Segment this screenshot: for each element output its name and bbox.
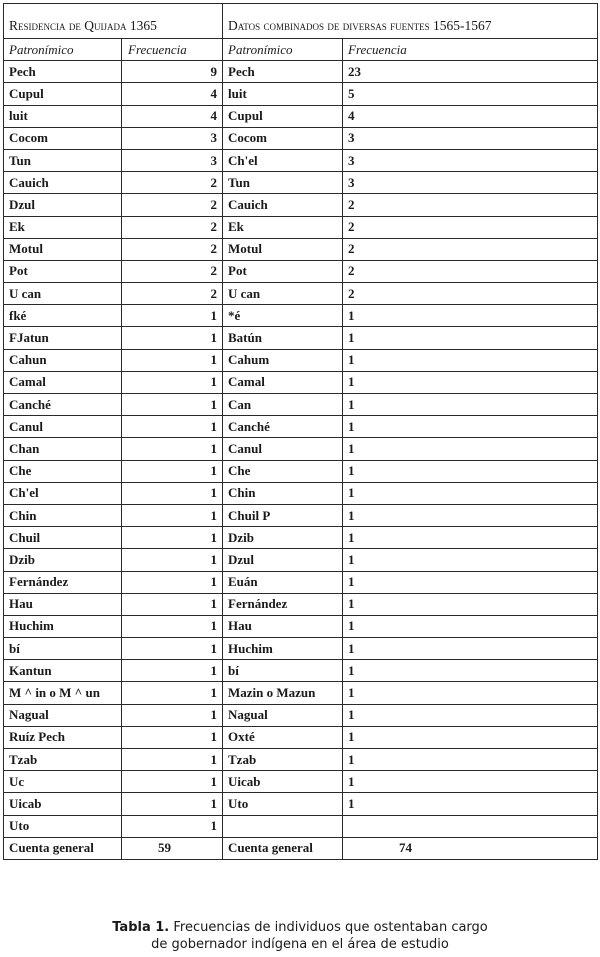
- left-patronimico: Tun: [4, 149, 122, 171]
- right-patronimico: Nagual: [223, 704, 343, 726]
- right-frecuencia: 2: [343, 216, 598, 238]
- right-frecuencia: 1: [343, 371, 598, 393]
- right-frecuencia: 1: [343, 793, 598, 815]
- table-row: [4, 615, 598, 637]
- left-frecuencia: 1: [122, 549, 223, 571]
- left-frecuencia: 1: [122, 571, 223, 593]
- left-frecuencia: 1: [122, 615, 223, 637]
- title-row: [4, 4, 598, 39]
- left-frecuencia: 1: [122, 793, 223, 815]
- total-row: [4, 837, 598, 859]
- left-patronimico: Canul: [4, 416, 122, 438]
- left-frecuencia: 3: [122, 127, 223, 149]
- table-row: [4, 194, 598, 216]
- right-frecuencia: 1: [343, 460, 598, 482]
- left-frecuencia: 1: [122, 771, 223, 793]
- caption-label: Tabla 1.: [112, 920, 170, 935]
- table-row: [4, 726, 598, 748]
- right-patronimico: Canché: [223, 416, 343, 438]
- left-frecuencia: 1: [122, 682, 223, 704]
- table-caption: [0, 919, 600, 953]
- right-frecuencia: 23: [343, 61, 598, 83]
- caption-line-1: [0, 919, 600, 936]
- right-patronimico: Pot: [223, 260, 343, 282]
- table-row: [4, 416, 598, 438]
- left-patronimico: fké: [4, 305, 122, 327]
- right-frecuencia: 1: [343, 638, 598, 660]
- right-patronimico: Tun: [223, 172, 343, 194]
- left-patronimico: Motul: [4, 238, 122, 260]
- table-row: [4, 793, 598, 815]
- right-patronimico: bí: [223, 660, 343, 682]
- left-patronimico: Canché: [4, 394, 122, 416]
- right-title: Datos combinados de diversas fuentes 1565-1567: [223, 4, 598, 39]
- left-frecuencia: 1: [122, 438, 223, 460]
- right-patronimico: Motul: [223, 238, 343, 260]
- right-patronimico: Chuil P: [223, 504, 343, 526]
- right-frecuencia: 1: [343, 327, 598, 349]
- table-row: [4, 549, 598, 571]
- right-patronimico: Dzul: [223, 549, 343, 571]
- right-frecuencia: 3: [343, 149, 598, 171]
- table-row: [4, 127, 598, 149]
- table-row: [4, 283, 598, 305]
- table-row: [4, 749, 598, 771]
- left-patronimico: Tzab: [4, 749, 122, 771]
- left-patronimico: Ruíz Pech: [4, 726, 122, 748]
- right-col-frecuencia: Frecuencia: [343, 39, 598, 61]
- left-patronimico: Cocom: [4, 127, 122, 149]
- header-row: [4, 39, 598, 61]
- caption-line-2: de gobernador indígena en el área de estudio: [151, 937, 449, 952]
- left-frecuencia: 1: [122, 371, 223, 393]
- right-patronimico: Cauich: [223, 194, 343, 216]
- table-row: [4, 371, 598, 393]
- table-row: [4, 61, 598, 83]
- left-frecuencia: 1: [122, 394, 223, 416]
- table-row: [4, 149, 598, 171]
- table-row: [4, 682, 598, 704]
- left-patronimico: Chuil: [4, 527, 122, 549]
- right-patronimico: Camal: [223, 371, 343, 393]
- left-frecuencia: 4: [122, 105, 223, 127]
- right-patronimico: Ek: [223, 216, 343, 238]
- left-frecuencia: 2: [122, 283, 223, 305]
- left-frecuencia: 1: [122, 815, 223, 837]
- right-frecuencia: 1: [343, 394, 598, 416]
- left-patronimico: Dzul: [4, 194, 122, 216]
- left-patronimico: U can: [4, 283, 122, 305]
- right-frecuencia: 1: [343, 704, 598, 726]
- right-frecuencia: 1: [343, 549, 598, 571]
- table-row: [4, 704, 598, 726]
- left-patronimico: Uicab: [4, 793, 122, 815]
- right-patronimico: Pech: [223, 61, 343, 83]
- left-patronimico: luit: [4, 105, 122, 127]
- table-row: [4, 771, 598, 793]
- table-row: [4, 482, 598, 504]
- right-patronimico: Canul: [223, 438, 343, 460]
- left-patronimico: Chan: [4, 438, 122, 460]
- table-row: [4, 83, 598, 105]
- right-frecuencia: 2: [343, 283, 598, 305]
- table-row: [4, 638, 598, 660]
- left-patronimico: FJatun: [4, 327, 122, 349]
- left-frecuencia: 1: [122, 638, 223, 660]
- left-frecuencia: 1: [122, 660, 223, 682]
- right-patronimico: Mazin o Mazun: [223, 682, 343, 704]
- right-frecuencia: 3: [343, 172, 598, 194]
- right-patronimico: Ch'el: [223, 149, 343, 171]
- left-frecuencia: 2: [122, 216, 223, 238]
- table-row: [4, 571, 598, 593]
- right-patronimico: Dzib: [223, 527, 343, 549]
- left-frecuencia: 4: [122, 83, 223, 105]
- left-frecuencia: 2: [122, 194, 223, 216]
- right-frecuencia: 1: [343, 593, 598, 615]
- right-patronimico: luit: [223, 83, 343, 105]
- left-patronimico: Cahun: [4, 349, 122, 371]
- right-frecuencia: 2: [343, 194, 598, 216]
- right-frecuencia: 1: [343, 571, 598, 593]
- left-frecuencia: 2: [122, 260, 223, 282]
- left-patronimico: Nagual: [4, 704, 122, 726]
- table-row: [4, 460, 598, 482]
- left-frecuencia: 3: [122, 149, 223, 171]
- table-body: [4, 4, 598, 860]
- table-row: [4, 327, 598, 349]
- right-frecuencia: 1: [343, 615, 598, 637]
- right-frecuencia: 1: [343, 682, 598, 704]
- right-patronimico: Che: [223, 460, 343, 482]
- right-patronimico: Euán: [223, 571, 343, 593]
- right-frecuencia: 1: [343, 749, 598, 771]
- left-total-value: 59: [122, 837, 223, 859]
- right-patronimico: Can: [223, 394, 343, 416]
- left-col-patronimico: Patronímico: [4, 39, 122, 61]
- right-patronimico: Chin: [223, 482, 343, 504]
- right-patronimico: Cupul: [223, 105, 343, 127]
- left-patronimico: M ^ in o M ^ un: [4, 682, 122, 704]
- left-frecuencia: 1: [122, 527, 223, 549]
- left-col-frecuencia: Frecuencia: [122, 39, 223, 61]
- right-patronimico: Uto: [223, 793, 343, 815]
- right-frecuencia: 4: [343, 105, 598, 127]
- left-frecuencia: 1: [122, 416, 223, 438]
- right-frecuencia: 1: [343, 527, 598, 549]
- left-patronimico: Hau: [4, 593, 122, 615]
- right-frecuencia: 2: [343, 238, 598, 260]
- left-frecuencia: 1: [122, 305, 223, 327]
- table-row: [4, 527, 598, 549]
- left-frecuencia: 1: [122, 704, 223, 726]
- left-patronimico: Uc: [4, 771, 122, 793]
- table-row: [4, 260, 598, 282]
- left-total-label: Cuenta general: [4, 837, 122, 859]
- right-frecuencia: 1: [343, 771, 598, 793]
- left-frecuencia: 1: [122, 460, 223, 482]
- right-frecuencia: [343, 815, 598, 837]
- left-frecuencia: 9: [122, 61, 223, 83]
- right-patronimico: Fernández: [223, 593, 343, 615]
- left-frecuencia: 1: [122, 726, 223, 748]
- left-frecuencia: 2: [122, 238, 223, 260]
- left-patronimico: Ch'el: [4, 482, 122, 504]
- table-row: [4, 593, 598, 615]
- caption-text-1: Frecuencias de individuos que ostentaban cargo: [173, 920, 488, 935]
- right-frecuencia: 1: [343, 726, 598, 748]
- left-patronimico: Che: [4, 460, 122, 482]
- right-frecuencia: 1: [343, 660, 598, 682]
- table-row: [4, 660, 598, 682]
- left-patronimico: Chin: [4, 504, 122, 526]
- right-patronimico: Huchim: [223, 638, 343, 660]
- right-patronimico: Cahum: [223, 349, 343, 371]
- right-patronimico: Cocom: [223, 127, 343, 149]
- left-patronimico: Dzib: [4, 549, 122, 571]
- right-patronimico: *é: [223, 305, 343, 327]
- left-patronimico: Huchim: [4, 615, 122, 637]
- left-patronimico: Camal: [4, 371, 122, 393]
- right-total-label: Cuenta general: [223, 837, 343, 859]
- left-frecuencia: 1: [122, 349, 223, 371]
- right-frecuencia: 2: [343, 260, 598, 282]
- right-frecuencia: 5: [343, 83, 598, 105]
- left-patronimico: Cupul: [4, 83, 122, 105]
- table-row: [4, 394, 598, 416]
- table-row: [4, 238, 598, 260]
- table-row: [4, 172, 598, 194]
- table-row: [4, 105, 598, 127]
- left-patronimico: Kantun: [4, 660, 122, 682]
- table-row: [4, 438, 598, 460]
- right-patronimico: Hau: [223, 615, 343, 637]
- right-frecuencia: 1: [343, 504, 598, 526]
- right-total-value: 74: [343, 837, 598, 859]
- left-patronimico: bí: [4, 638, 122, 660]
- right-patronimico: [223, 815, 343, 837]
- right-patronimico: U can: [223, 283, 343, 305]
- left-patronimico: Fernández: [4, 571, 122, 593]
- right-frecuencia: 1: [343, 482, 598, 504]
- right-patronimico: Batún: [223, 327, 343, 349]
- table-row: [4, 216, 598, 238]
- right-patronimico: Uicab: [223, 771, 343, 793]
- left-frecuencia: 1: [122, 749, 223, 771]
- left-frecuencia: 1: [122, 482, 223, 504]
- right-frecuencia: 1: [343, 416, 598, 438]
- table-row: [4, 305, 598, 327]
- left-patronimico: Uto: [4, 815, 122, 837]
- left-frecuencia: 1: [122, 504, 223, 526]
- table-row: [4, 349, 598, 371]
- left-patronimico: Pot: [4, 260, 122, 282]
- right-frecuencia: 1: [343, 305, 598, 327]
- table-row: [4, 504, 598, 526]
- table-row: [4, 815, 598, 837]
- right-col-patronimico: Patronímico: [223, 39, 343, 61]
- left-frecuencia: 1: [122, 327, 223, 349]
- left-title: Residencia de Quijada 1365: [4, 4, 223, 39]
- left-frecuencia: 1: [122, 593, 223, 615]
- right-frecuencia: 3: [343, 127, 598, 149]
- right-frecuencia: 1: [343, 438, 598, 460]
- frequency-table: [3, 3, 598, 860]
- right-patronimico: Tzab: [223, 749, 343, 771]
- left-frecuencia: 2: [122, 172, 223, 194]
- left-patronimico: Pech: [4, 61, 122, 83]
- right-patronimico: Oxté: [223, 726, 343, 748]
- left-patronimico: Ek: [4, 216, 122, 238]
- left-patronimico: Cauich: [4, 172, 122, 194]
- right-frecuencia: 1: [343, 349, 598, 371]
